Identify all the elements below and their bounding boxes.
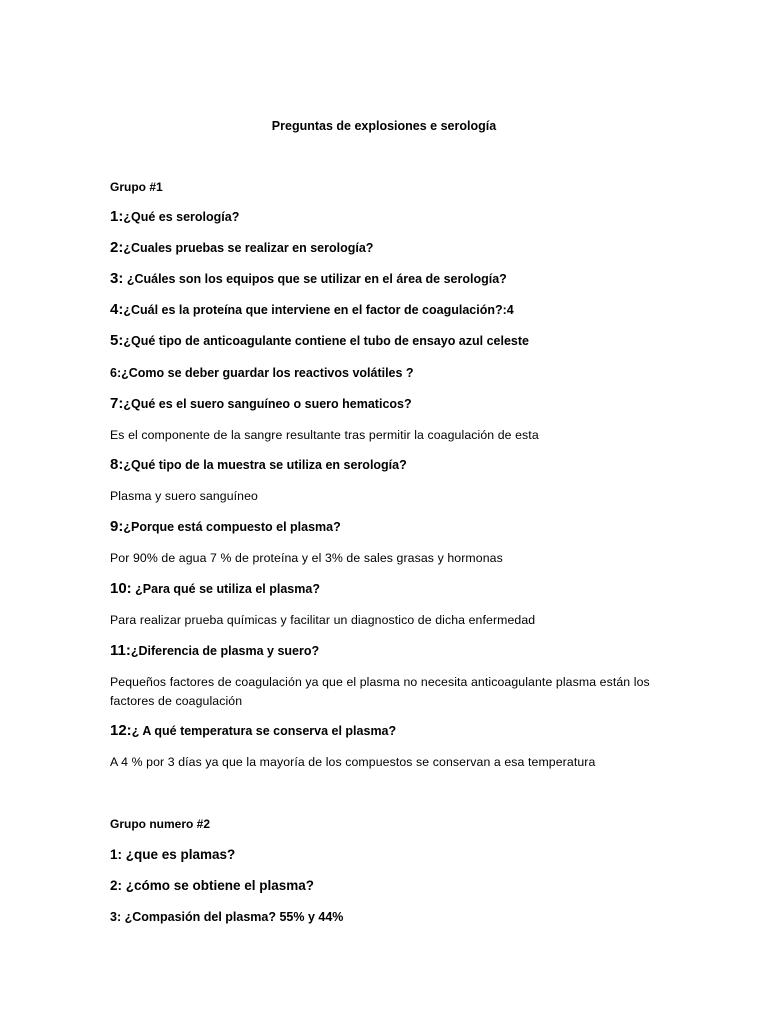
answer-11: Pequeños factores de coagulación ya que el plasma no necesita anticoagulante plasma están los factores de coagulación [110, 675, 650, 708]
answer-9: Por 90% de agua 7 % de proteína y el 3% de sales grasas y hormonas [110, 551, 503, 565]
question-10 [110, 582, 320, 596]
question-number: 8: [110, 456, 124, 473]
question-text: ¿Qué tipo de anticoagulante contiene el tubo de ensayo azul celeste [123, 334, 529, 348]
group-2-heading: Grupo numero #2 [110, 817, 211, 831]
question-text: ¿Qué es el suero sanguíneo o suero hematicos? [123, 397, 412, 411]
question-5 [110, 334, 529, 348]
question-8 [110, 458, 407, 472]
question-text: ¿ A qué temperatura se conserva el plasma? [131, 724, 397, 738]
answer-8: Plasma y suero sanguíneo [110, 489, 258, 503]
question-number: 12: [110, 722, 132, 739]
question-number: 11: [110, 642, 131, 659]
group-1-heading: Grupo #1 [110, 180, 163, 194]
question-text: ¿Qué es serología? [123, 210, 240, 224]
question-12 [110, 724, 396, 738]
question-3 [110, 272, 507, 286]
question-9 [110, 520, 341, 534]
question-number: 1: [110, 208, 124, 225]
question-number: 2: [110, 239, 124, 256]
question-text: ¿Cuáles son los equipos que se utilizar en el área de serología? [123, 272, 507, 286]
question-text: ¿Para qué se utiliza el plasma? [131, 582, 320, 596]
question-number: 5: [110, 332, 124, 349]
question-text: ¿Cuál es la proteína que interviene en el factor de coagulación?:4 [123, 303, 514, 317]
question-number: 9: [110, 518, 124, 535]
answer-7: Es el componente de la sangre resultante tras permitir la coagulación de esta [110, 428, 539, 442]
question-6 [110, 366, 414, 380]
question-1 [110, 210, 239, 224]
answer-10: Para realizar prueba químicas y facilitar un diagnostico de dicha enfermedad [110, 613, 536, 627]
question-4 [110, 303, 514, 317]
question-number: 7: [110, 395, 124, 412]
group-2-question-3: 3: ¿Compasión del plasma? 55% y 44% [110, 910, 344, 924]
question-text: ¿Diferencia de plasma y suero? [130, 644, 320, 658]
question-text: 6:¿Como se deber guardar los reactivos volátiles ? [110, 366, 414, 380]
question-2 [110, 241, 373, 255]
question-number: 3: [110, 270, 124, 287]
answer-12: A 4 % por 3 días ya que la mayoría de los compuestos se conservan a esa temperatura [110, 755, 596, 769]
question-11 [110, 644, 319, 658]
question-7 [110, 397, 412, 411]
question-number: 4: [110, 301, 124, 318]
group-2-question-1: 1: ¿que es plamas? [110, 847, 236, 862]
question-number: 10: [110, 580, 132, 597]
question-text: ¿Cuales pruebas se realizar en serología? [123, 241, 374, 255]
question-text: ¿Qué tipo de la muestra se utiliza en serología? [123, 458, 407, 472]
question-text: ¿Porque está compuesto el plasma? [123, 520, 341, 534]
document-title: Preguntas de explosiones e serología [271, 119, 497, 133]
group-2-question-2: 2: ¿cómo se obtiene el plasma? [110, 878, 315, 893]
